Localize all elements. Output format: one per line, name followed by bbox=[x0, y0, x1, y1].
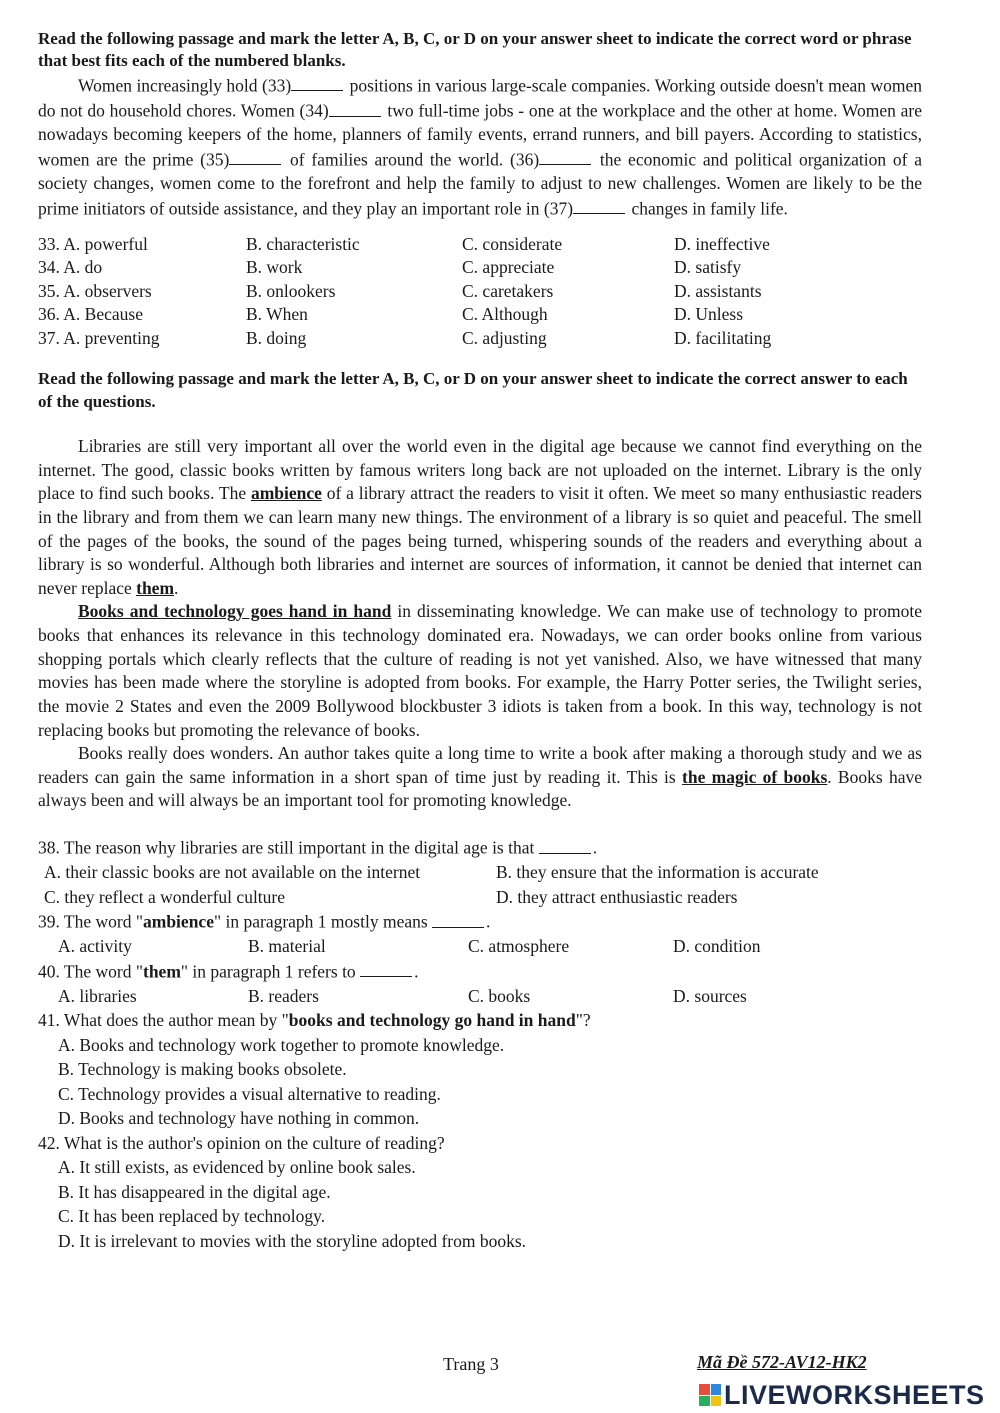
option-38d[interactable]: D. they attract enthusiastic readers bbox=[496, 886, 738, 907]
option-36d[interactable]: D. Unless bbox=[674, 304, 744, 325]
question-39-options bbox=[58, 934, 922, 959]
phrase-hand-in-hand: Books and technology goes hand in hand bbox=[78, 601, 392, 622]
liveworksheets-icon bbox=[699, 1384, 721, 1406]
option-33b[interactable]: B. characteristic bbox=[246, 233, 360, 254]
blank-39[interactable] bbox=[432, 909, 484, 928]
section2-instruction: Read the following passage and mark the letter A, B, C, or D on your answer sheet to indicate the correct answer to each of the questions. bbox=[38, 369, 908, 411]
option-34a[interactable]: 34. A. do bbox=[38, 257, 103, 278]
para1-text-b: of a library attract the readers to visit it often. We meet so many enthusiastic readers in the library and from them we can learn many new things. The environment of a library is so quiet and peaceful. The smell of the pages of the books, the sound of the pages being turned, whispering sounds of the readers and everything about a library is so wonderful. Although both libraries and internet are sources of information, it cannot be denied that internet can never replace bbox=[38, 483, 922, 598]
option-38a[interactable]: A. their classic books are not available on the internet bbox=[44, 862, 421, 882]
para1-text-c: . bbox=[174, 577, 179, 598]
question-39-keyword: ambience bbox=[143, 911, 214, 932]
question-38 bbox=[38, 835, 922, 860]
word-them: them bbox=[136, 577, 175, 598]
option-38c[interactable]: C. they reflect a wonderful culture bbox=[44, 886, 286, 907]
option-39d[interactable]: D. condition bbox=[673, 936, 761, 956]
option-40b[interactable]: B. readers bbox=[248, 985, 319, 1006]
para1-text-a: Libraries are still very important all over the world even in the digital age because we cannot find everything on the internet. The good, classic books written by famous writers long back are not uploaded on the internet. Library is the only place to find such books. The bbox=[38, 436, 922, 504]
option-40d[interactable]: D. sources bbox=[673, 985, 747, 1006]
option-34b[interactable]: B. work bbox=[246, 257, 303, 278]
option-34d[interactable]: D. satisfy bbox=[674, 257, 742, 278]
option-42c[interactable]: C. It has been replaced by technology. bbox=[58, 1206, 326, 1226]
cloze-passage bbox=[38, 73, 922, 221]
question-40-end: . bbox=[414, 961, 419, 981]
passage-text-6: changes in family life. bbox=[627, 198, 788, 218]
option-37a[interactable]: 37. A. preventing bbox=[38, 327, 160, 348]
para2-text: in disseminating knowledge. We can make use of technology to promote books that enhances its relevance in this technology dominated era. Nowadays, we can order books online from various shopping portals which clearly reflects that the culture of reading is not yet vanished. Also, we have witnessed that many movies has been made where the storyline is adopted from books. For example, the Harry Potter series, the Twilight series, the movie 2 States and even the 2009 Bollywood blockbuster 3 idiots is taken from a book. In this way, technology is not replacing books but promoting the relevance of books. bbox=[38, 601, 922, 740]
option-41d[interactable]: D. Books and technology have nothing in common. bbox=[58, 1108, 420, 1128]
question-42: 42. What is the author's opinion on the culture of reading? bbox=[38, 1132, 445, 1153]
option-37b[interactable]: B. doing bbox=[246, 327, 307, 348]
question-40-stem-a: 40. The word " bbox=[38, 961, 143, 981]
question-39-end: . bbox=[486, 911, 491, 932]
question-39 bbox=[38, 909, 922, 934]
phrase-magic-of-books: the magic of books bbox=[682, 766, 828, 787]
question-39-stem-b: " in paragraph 1 mostly means bbox=[213, 911, 428, 932]
question-41-stem-a: 41. What does the author mean by " bbox=[38, 1010, 289, 1030]
option-42a[interactable]: A. It still exists, as evidenced by online book sales. bbox=[58, 1157, 416, 1177]
blank-37[interactable] bbox=[573, 196, 625, 215]
worksheet-page bbox=[38, 28, 922, 1253]
option-36a[interactable]: 36. A. Because bbox=[38, 304, 143, 325]
passage-text-1: Women increasingly hold (33) bbox=[78, 75, 292, 96]
option-40a[interactable]: A. libraries bbox=[58, 985, 137, 1006]
exam-code: Mã Đề 572-AV12-HK2 bbox=[697, 1352, 867, 1372]
passage-text-3: two full-time jobs - one at the workplace and the other at home. Women are nowadays becoming keepers of the home, planners of family events, errand runners, and bill payers. According to statistics, women are the prime (35) bbox=[38, 100, 922, 170]
option-35d[interactable]: D. assistants bbox=[674, 280, 762, 301]
question-40-stem-b: " in paragraph 1 refers to bbox=[180, 961, 356, 981]
option-40c[interactable]: C. books bbox=[468, 985, 531, 1006]
para3-text-b: . Books have always been and will always be an important tool for promoting knowledge. bbox=[38, 766, 922, 811]
option-34c[interactable]: C. appreciate bbox=[462, 257, 555, 278]
option-38b[interactable]: B. they ensure that the information is accurate bbox=[496, 862, 819, 882]
option-36b[interactable]: B. When bbox=[246, 304, 308, 325]
blank-34[interactable] bbox=[329, 98, 381, 117]
brand-name: LIVEWORKSHEETS bbox=[724, 1380, 985, 1410]
blank-36[interactable] bbox=[539, 147, 591, 166]
option-39c[interactable]: C. atmosphere bbox=[468, 936, 570, 956]
option-36c[interactable]: C. Although bbox=[462, 304, 548, 325]
question-41-options bbox=[58, 1033, 922, 1131]
passage-text-4: of families around the world. (36) bbox=[283, 149, 540, 170]
question-39-stem-a: 39. The word " bbox=[38, 911, 143, 932]
option-37c[interactable]: C. adjusting bbox=[462, 327, 547, 348]
question-38-stem: 38. The reason why libraries are still important in the digital age is that bbox=[38, 837, 535, 858]
question-41-keyword: books and technology go hand in hand bbox=[288, 1010, 576, 1030]
question-40-keyword: them bbox=[143, 961, 181, 981]
blank-40[interactable] bbox=[360, 959, 412, 978]
option-41a[interactable]: A. Books and technology work together to promote knowledge. bbox=[58, 1034, 505, 1055]
option-33d[interactable]: D. ineffective bbox=[674, 233, 770, 254]
option-37d[interactable]: D. facilitating bbox=[674, 327, 772, 348]
reading-paragraph-2 bbox=[38, 600, 922, 742]
passage-text-2: positions in various large-scale companies. Working outside doesn't mean women do not do household chores. Women (34) bbox=[38, 75, 922, 121]
question-40 bbox=[38, 959, 922, 984]
option-33c[interactable]: C. considerate bbox=[462, 233, 563, 254]
question-38-options bbox=[44, 860, 922, 909]
option-35c[interactable]: C. caretakers bbox=[462, 280, 554, 301]
section1-instruction: Read the following passage and mark the letter A, B, C, or D on your answer sheet to indicate the correct word or phrase that best fits each of the numbered blanks. bbox=[38, 29, 912, 71]
question-42-options bbox=[58, 1155, 922, 1253]
option-33a[interactable]: 33. A. powerful bbox=[38, 233, 148, 254]
question-40-options bbox=[58, 984, 922, 1009]
option-35a[interactable]: 35. A. observers bbox=[38, 280, 152, 301]
passage-text-5: the economic and political organization of a society changes, women come to the forefront and help the family to adjust to new challenges. Women are likely to be the prime initiators of outside assistance, and they play an important role in (37) bbox=[38, 149, 923, 218]
word-ambience: ambience bbox=[250, 483, 322, 504]
para3-text-a: Books really does wonders. An author takes quite a long time to write a book after making a thorough study and we as readers can gain the same information in a short span of time just by reading it. This is bbox=[38, 743, 922, 787]
option-39b[interactable]: B. material bbox=[248, 936, 326, 956]
blank-33[interactable] bbox=[291, 73, 343, 92]
page-number: Trang 3 bbox=[443, 1354, 499, 1374]
question-41 bbox=[38, 1008, 922, 1033]
question-41-stem-b: "? bbox=[575, 1010, 591, 1030]
reading-paragraph-3 bbox=[38, 742, 922, 813]
reading-paragraph-1 bbox=[38, 435, 922, 600]
blank-35[interactable] bbox=[229, 147, 281, 166]
option-35b[interactable]: B. onlookers bbox=[246, 280, 336, 301]
option-42d[interactable]: D. It is irrelevant to movies with the storyline adopted from books. bbox=[58, 1230, 527, 1251]
option-41c[interactable]: C. Technology provides a visual alternative to reading. bbox=[58, 1083, 441, 1104]
liveworksheets-logo[interactable] bbox=[699, 1377, 985, 1413]
option-42b[interactable]: B. It has disappeared in the digital age. bbox=[58, 1181, 331, 1202]
option-41b[interactable]: B. Technology is making books obsolete. bbox=[58, 1059, 347, 1079]
question-38-end: . bbox=[592, 837, 598, 858]
cloze-options bbox=[38, 233, 922, 351]
blank-38[interactable] bbox=[539, 835, 591, 854]
option-39a[interactable]: A. activity bbox=[58, 936, 132, 956]
